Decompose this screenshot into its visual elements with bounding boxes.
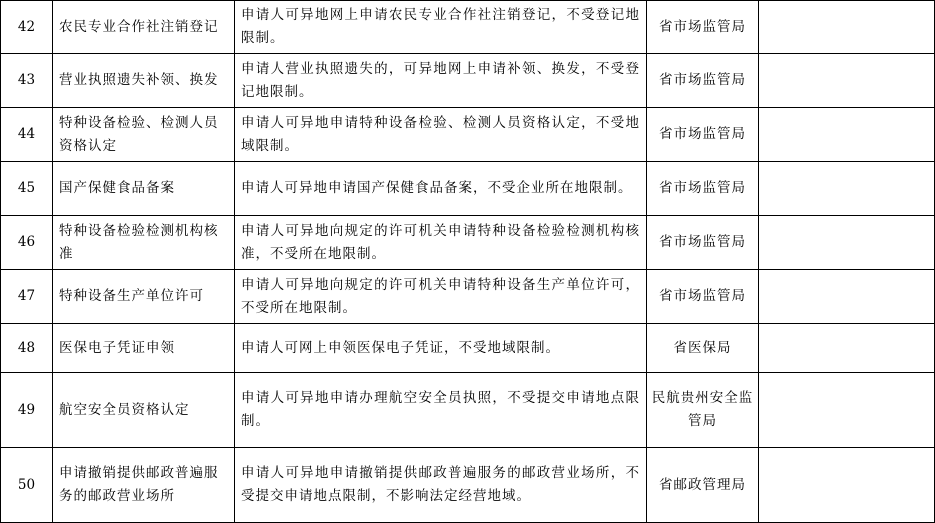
responsible-department: 省邮政管理局 xyxy=(647,448,759,523)
item-description: 申请人营业执照遗失的，可异地网上申请补领、换发，不受登记地限制。 xyxy=(235,54,647,108)
item-description: 申请人可异地申请特种设备检验、检测人员资格认定，不受地域限制。 xyxy=(235,108,647,162)
row-number: 44 xyxy=(1,108,53,162)
table-row xyxy=(1,270,935,324)
responsible-department: 省市场监管局 xyxy=(647,162,759,216)
row-number: 45 xyxy=(1,162,53,216)
empty-cell xyxy=(759,270,935,324)
empty-cell xyxy=(759,373,935,448)
item-description: 申请人可异地申请国产保健食品备案，不受企业所在地限制。 xyxy=(235,162,647,216)
item-description: 申请人可异地申请办理航空安全员执照，不受提交申请地点限制。 xyxy=(235,373,647,448)
item-name: 申请撤销提供邮政普遍服务的邮政营业场所 xyxy=(53,448,235,523)
row-number: 50 xyxy=(1,448,53,523)
item-name: 农民专业合作社注销登记 xyxy=(53,1,235,54)
row-number: 46 xyxy=(1,216,53,270)
table-row xyxy=(1,162,935,216)
empty-cell xyxy=(759,1,935,54)
item-description: 申请人可异地申请撤销提供邮政普遍服务的邮政营业场所，不受提交申请地点限制，不影响法定经营地域。 xyxy=(235,448,647,523)
responsible-department: 省市场监管局 xyxy=(647,1,759,54)
item-description: 申请人可异地向规定的许可机关申请特种设备生产单位许可，不受所在地限制。 xyxy=(235,270,647,324)
item-name: 特种设备生产单位许可 xyxy=(53,270,235,324)
item-name: 航空安全员资格认定 xyxy=(53,373,235,448)
table-row xyxy=(1,373,935,448)
empty-cell xyxy=(759,162,935,216)
item-description: 申请人可网上申领医保电子凭证，不受地域限制。 xyxy=(235,324,647,373)
responsible-department: 民航贵州安全监管局 xyxy=(647,373,759,448)
empty-cell xyxy=(759,216,935,270)
item-name: 特种设备检验检测机构核准 xyxy=(53,216,235,270)
item-description: 申请人可异地向规定的许可机关申请特种设备检验检测机构核准，不受所在地限制。 xyxy=(235,216,647,270)
table-row xyxy=(1,448,935,523)
row-number: 47 xyxy=(1,270,53,324)
responsible-department: 省市场监管局 xyxy=(647,270,759,324)
responsible-department: 省医保局 xyxy=(647,324,759,373)
table-row xyxy=(1,324,935,373)
row-number: 48 xyxy=(1,324,53,373)
row-number: 49 xyxy=(1,373,53,448)
table-row xyxy=(1,108,935,162)
responsible-department: 省市场监管局 xyxy=(647,216,759,270)
item-description: 申请人可异地网上申请农民专业合作社注销登记，不受登记地限制。 xyxy=(235,1,647,54)
row-number: 42 xyxy=(1,1,53,54)
responsible-department: 省市场监管局 xyxy=(647,108,759,162)
empty-cell xyxy=(759,54,935,108)
item-name: 国产保健食品备案 xyxy=(53,162,235,216)
table-row xyxy=(1,1,935,54)
table-row xyxy=(1,54,935,108)
row-number: 43 xyxy=(1,54,53,108)
responsible-department: 省市场监管局 xyxy=(647,54,759,108)
empty-cell xyxy=(759,108,935,162)
empty-cell xyxy=(759,324,935,373)
item-name: 特种设备检验、检测人员资格认定 xyxy=(53,108,235,162)
item-name: 医保电子凭证申领 xyxy=(53,324,235,373)
empty-cell xyxy=(759,448,935,523)
item-name: 营业执照遗失补领、换发 xyxy=(53,54,235,108)
table-row xyxy=(1,216,935,270)
